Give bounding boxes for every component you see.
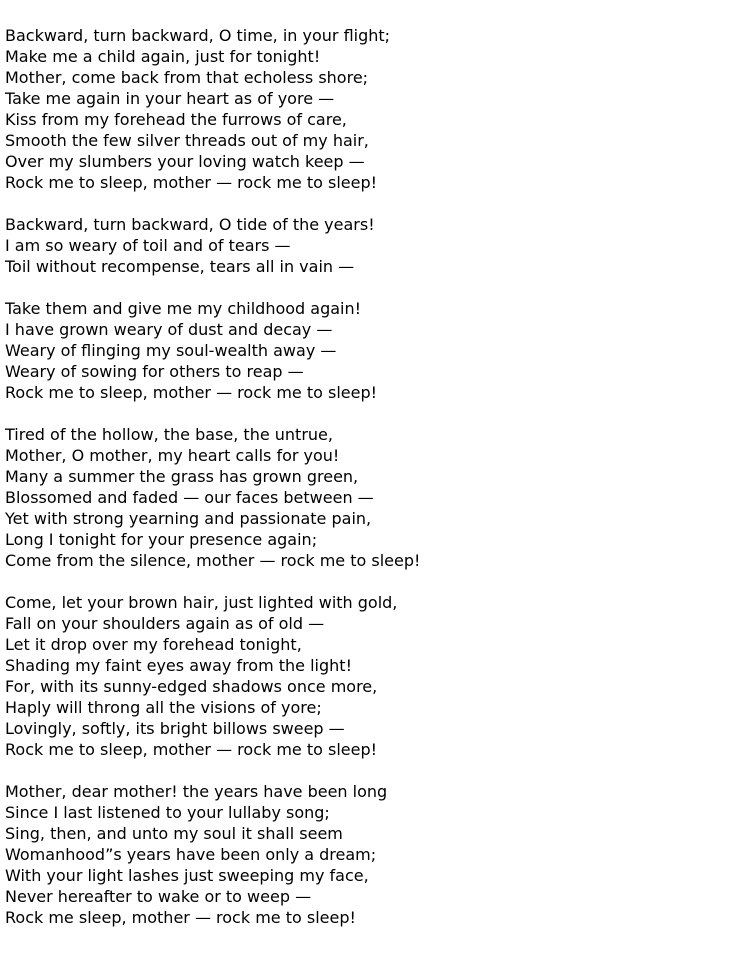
stanza-3 [5, 298, 745, 403]
poem-line: Weary of sowing for others to reap — [5, 362, 304, 381]
poem-line: With your light lashes just sweeping my face, [5, 866, 369, 885]
poem-line: Mother, come back from that echoless shore; [5, 68, 369, 87]
poem-line: Take them and give me my childhood again! [5, 299, 362, 318]
poem-line: Come, let your brown hair, just lighted with gold, [5, 593, 398, 612]
poem-line: Tired of the hollow, the base, the untrue, [5, 425, 333, 444]
poem-line: I am so weary of toil and of tears — [5, 236, 291, 255]
poem-line: Shading my faint eyes away from the light! [5, 656, 352, 675]
poem-line: Blossomed and faded — our faces between — [5, 488, 374, 507]
poem-line: Mother, dear mother! the years have been long [5, 782, 388, 801]
poem-line: Mother, O mother, my heart calls for you! [5, 446, 340, 465]
poem-line: Womanhood”s years have been only a dream; [5, 845, 377, 864]
poem-line: Rock me to sleep, mother — rock me to sleep! [5, 383, 378, 402]
poem-line: I have grown weary of dust and decay — [5, 320, 333, 339]
poem-line: Over my slumbers your loving watch keep — [5, 152, 365, 171]
poem-line: Let it drop over my forehead tonight, [5, 635, 302, 654]
poem-line: Lovingly, softly, its bright billows sweep — [5, 719, 345, 738]
poem-line: Haply will throng all the visions of yore; [5, 698, 322, 717]
stanza-5 [5, 592, 745, 760]
poem-line: Fall on your shoulders again as of old — [5, 614, 325, 633]
poem-line: Long I tonight for your presence again; [5, 530, 318, 549]
poem-line: Backward, turn backward, O tide of the years! [5, 215, 375, 234]
poem-body [5, 25, 745, 949]
poem-line: Yet with strong yearning and passionate pain, [5, 509, 372, 528]
poem-line: For, with its sunny-edged shadows once more, [5, 677, 378, 696]
poem-line: Smooth the few silver threads out of my hair, [5, 131, 369, 150]
poem-line: Toil without recompense, tears all in vain — [5, 257, 355, 276]
poem-line: Never hereafter to wake or to weep — [5, 887, 312, 906]
poem-line: Rock me to sleep, mother — rock me to sleep! [5, 173, 378, 192]
stanza-6 [5, 781, 745, 928]
poem-line: Weary of flinging my soul-wealth away — [5, 341, 337, 360]
poem-line: Since I last listened to your lullaby song; [5, 803, 330, 822]
poem-line: Sing, then, and unto my soul it shall seem [5, 824, 343, 843]
stanza-2 [5, 214, 745, 277]
poem-line: Take me again in your heart as of yore — [5, 89, 335, 108]
poem-line: Come from the silence, mother — rock me to sleep! [5, 551, 421, 570]
poem-line: Make me a child again, just for tonight! [5, 47, 321, 66]
poem-line: Kiss from my forehead the furrows of care, [5, 110, 347, 129]
poem-line: Rock me sleep, mother — rock me to sleep! [5, 908, 356, 927]
poem-line: Many a summer the grass has grown green, [5, 467, 359, 486]
poem-line: Rock me to sleep, mother — rock me to sleep! [5, 740, 378, 759]
stanza-1 [5, 25, 745, 193]
poem-line: Backward, turn backward, O time, in your flight; [5, 26, 391, 45]
stanza-4 [5, 424, 745, 571]
